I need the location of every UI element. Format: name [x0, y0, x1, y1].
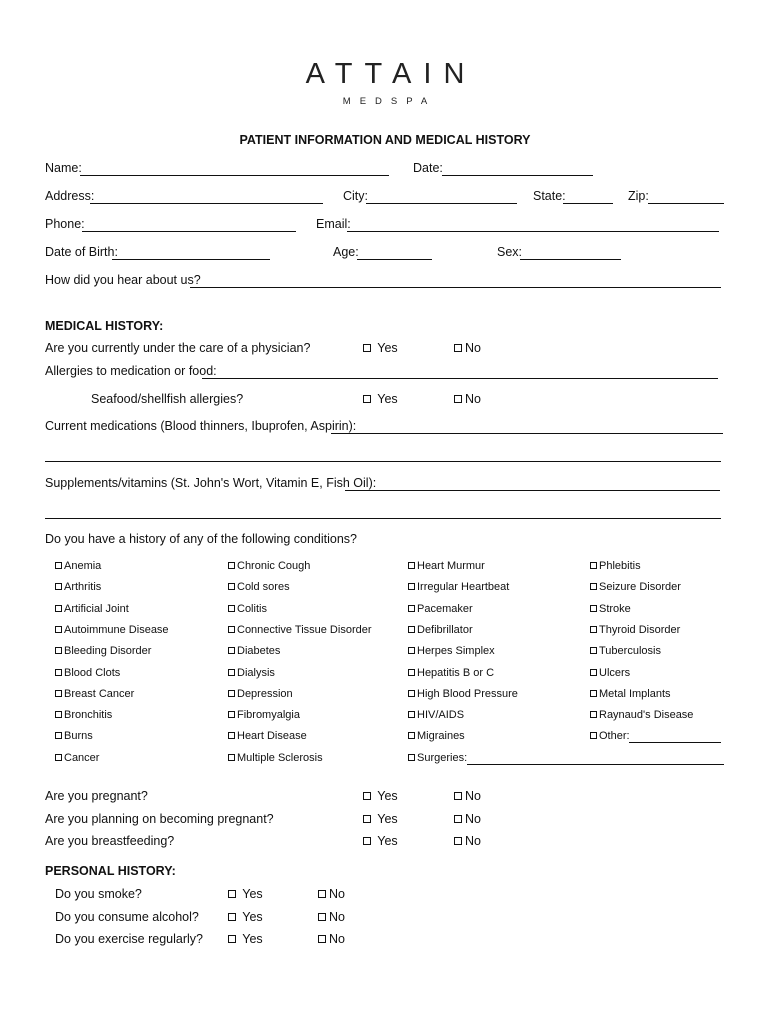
checkbox-icon [55, 711, 62, 718]
address-label: Address: [45, 189, 95, 203]
condition-label: Raynaud's Disease [599, 709, 694, 721]
checkbox-icon [55, 583, 62, 590]
condition-label: Cancer [64, 752, 100, 764]
option-label: Yes [377, 812, 398, 826]
medications-field[interactable] [331, 433, 723, 434]
checkbox-icon [318, 935, 326, 943]
surgeries-field[interactable] [467, 764, 724, 765]
checkbox-icon [228, 626, 235, 633]
condition-label: Fibromyalgia [237, 709, 300, 721]
checkbox-icon [55, 669, 62, 676]
name-field[interactable] [80, 175, 389, 176]
checkbox-icon [363, 395, 371, 403]
option-label: Yes [242, 932, 263, 946]
condition-label: Anemia [64, 560, 102, 572]
checkbox-icon [408, 690, 415, 697]
supplements-field[interactable] [345, 490, 720, 491]
checkbox-icon [454, 344, 462, 352]
condition-label: HIV/AIDS [417, 709, 465, 721]
referral-label: How did you hear about us? [45, 273, 201, 287]
phone-label: Phone: [45, 217, 85, 231]
condition-label: Tuberculosis [599, 645, 661, 657]
alcohol-yes-option[interactable] [228, 910, 263, 924]
option-label: Yes [242, 887, 263, 901]
physician-question: Are you currently under the care of a physician? [45, 341, 311, 355]
seafood-question: Seafood/shellfish allergies? [91, 392, 244, 406]
condition-label: Stroke [599, 603, 631, 615]
option-label: No [465, 812, 481, 826]
referral-field[interactable] [190, 287, 721, 288]
sex-field[interactable] [520, 259, 621, 260]
condition-herpes-simplex[interactable] [408, 645, 495, 657]
checkbox-icon [408, 711, 415, 718]
condition-fibromyalgia[interactable] [228, 709, 300, 721]
condition-label: High Blood Pressure [417, 688, 518, 700]
date-label: Date: [413, 161, 443, 175]
checkbox-icon [408, 605, 415, 612]
medications-field-line-2[interactable] [45, 461, 721, 462]
breastfeeding-question: Are you breastfeeding? [45, 834, 175, 848]
condition-label: Irregular Heartbeat [417, 581, 510, 593]
pregnant-question: Are you pregnant? [45, 789, 148, 803]
checkbox-icon [454, 792, 462, 800]
checkbox-icon [318, 890, 326, 898]
option-label: No [329, 910, 345, 924]
medical-history-heading: MEDICAL HISTORY: [45, 319, 164, 333]
smoke-question: Do you smoke? [55, 887, 142, 901]
option-label: No [329, 932, 345, 946]
condition-tuberculosis[interactable] [590, 645, 661, 657]
state-field[interactable] [563, 203, 613, 204]
checkbox-icon [590, 626, 597, 633]
checkbox-icon [228, 562, 235, 569]
condition-label: Bleeding Disorder [64, 645, 152, 657]
supplements-field-line-2[interactable] [45, 518, 721, 519]
checkbox-icon [55, 732, 62, 739]
condition-anemia[interactable] [55, 560, 101, 572]
age-field[interactable] [357, 259, 432, 260]
breastfeeding-no-option[interactable] [454, 834, 481, 848]
email-field[interactable] [347, 231, 719, 232]
condition-label: Breast Cancer [64, 688, 135, 700]
condition-cancer[interactable] [55, 752, 99, 764]
checkbox-icon [408, 669, 415, 676]
checkbox-icon [228, 732, 235, 739]
condition-hepatitis-b-or-c[interactable] [408, 667, 494, 679]
option-label: Yes [377, 392, 398, 406]
condition-label: Burns [64, 730, 93, 742]
checkbox-icon [228, 669, 235, 676]
condition-label: Chronic Cough [237, 560, 311, 572]
option-label: Yes [377, 341, 398, 355]
zip-field[interactable] [648, 203, 724, 204]
option-label: Yes [377, 834, 398, 848]
condition-label: Colitis [237, 603, 267, 615]
checkbox-icon [590, 690, 597, 697]
condition-cold-sores[interactable] [228, 581, 290, 593]
condition-label: Ulcers [599, 667, 631, 679]
dob-label: Date of Birth: [45, 245, 118, 259]
checkbox-icon [55, 562, 62, 569]
condition-label: Herpes Simplex [417, 645, 495, 657]
condition-high-blood-pressure[interactable] [408, 688, 518, 700]
checkbox-icon [590, 711, 597, 718]
condition-bleeding-disorder[interactable] [55, 645, 151, 657]
other-field[interactable] [629, 742, 721, 743]
option-label: No [329, 887, 345, 901]
option-label: Yes [377, 789, 398, 803]
condition-colitis[interactable] [228, 603, 267, 615]
smoke-no-option[interactable] [318, 887, 345, 901]
zip-label: Zip: [628, 189, 649, 203]
condition-breast-cancer[interactable] [55, 688, 134, 700]
condition-raynaud-s-disease[interactable] [590, 709, 693, 721]
exercise-no-option[interactable] [318, 932, 345, 946]
condition-label: Multiple Sclerosis [237, 752, 323, 764]
checkbox-icon [590, 583, 597, 590]
seafood-yes-option[interactable] [363, 392, 398, 406]
option-label: No [465, 341, 481, 355]
condition-heart-disease[interactable] [228, 730, 307, 742]
condition-label: Depression [237, 688, 293, 700]
checkbox-icon [228, 647, 235, 654]
physician-no-option[interactable] [454, 341, 481, 355]
condition-depression[interactable] [228, 688, 293, 700]
brand-logo-subtitle: MEDSPA [342, 96, 437, 107]
option-label: Yes [242, 910, 263, 924]
checkbox-icon [590, 732, 597, 739]
condition-label: Seizure Disorder [599, 581, 681, 593]
planning-question: Are you planning on becoming pregnant? [45, 812, 274, 826]
condition-defibrillator[interactable] [408, 624, 473, 636]
smoke-yes-option[interactable] [228, 887, 263, 901]
condition-label: Artificial Joint [64, 603, 129, 615]
condition-multiple-sclerosis[interactable] [228, 752, 323, 764]
condition-chronic-cough[interactable] [228, 560, 310, 572]
checkbox-icon [363, 792, 371, 800]
name-label: Name: [45, 161, 82, 175]
condition-artificial-joint[interactable] [55, 603, 129, 615]
condition-label: Cold sores [237, 581, 290, 593]
condition-label: Thyroid Disorder [599, 624, 681, 636]
checkbox-icon [228, 583, 235, 590]
condition-other[interactable] [590, 730, 630, 742]
seafood-no-option[interactable] [454, 392, 481, 406]
condition-arthritis[interactable] [55, 581, 101, 593]
condition-dialysis[interactable] [228, 667, 275, 679]
condition-seizure-disorder[interactable] [590, 581, 681, 593]
checkbox-icon [318, 913, 326, 921]
condition-label: Dialysis [237, 667, 275, 679]
pregnant-no-option[interactable] [454, 789, 481, 803]
checkbox-icon [55, 690, 62, 697]
option-label: No [465, 834, 481, 848]
checkbox-icon [363, 344, 371, 352]
condition-label: Diabetes [237, 645, 281, 657]
condition-autoimmune-disease[interactable] [55, 624, 169, 636]
checkbox-icon [408, 562, 415, 569]
checkbox-icon [55, 605, 62, 612]
condition-stroke[interactable] [590, 603, 631, 615]
planning-yes-option[interactable] [363, 812, 398, 826]
checkbox-icon [55, 754, 62, 761]
pregnant-yes-option[interactable] [363, 789, 398, 803]
condition-thyroid-disorder[interactable] [590, 624, 680, 636]
state-label: State: [533, 189, 566, 203]
condition-irregular-heartbeat[interactable] [408, 581, 509, 593]
checkbox-icon [55, 647, 62, 654]
condition-label: Connective Tissue Disorder [237, 624, 372, 636]
condition-label: Arthritis [64, 581, 102, 593]
checkbox-icon [228, 711, 235, 718]
city-field[interactable] [366, 203, 517, 204]
condition-phlebitis[interactable] [590, 560, 641, 572]
alcohol-no-option[interactable] [318, 910, 345, 924]
sex-label: Sex: [497, 245, 523, 259]
supplements-label: Supplements/vitamins (St. John's Wort, Vitamin E, Fish Oil): [45, 476, 377, 490]
dob-field[interactable] [112, 259, 270, 260]
condition-label: Heart Disease [237, 730, 307, 742]
condition-label: Metal Implants [599, 688, 671, 700]
checkbox-icon [228, 690, 235, 697]
checkbox-icon [454, 815, 462, 823]
brand-logo: ATTAIN [305, 58, 477, 90]
condition-label: Migraines [417, 730, 465, 742]
planning-no-option[interactable] [454, 812, 481, 826]
conditions-question: Do you have a history of any of the following conditions? [45, 532, 357, 546]
condition-label: Autoimmune Disease [64, 624, 169, 636]
condition-blood-clots[interactable] [55, 667, 120, 679]
checkbox-icon [228, 913, 236, 921]
checkbox-icon [228, 935, 236, 943]
checkbox-icon [590, 605, 597, 612]
condition-label: Surgeries: [417, 752, 468, 764]
option-label: No [465, 789, 481, 803]
exercise-question: Do you exercise regularly? [55, 932, 203, 946]
alcohol-question: Do you consume alcohol? [55, 910, 199, 924]
condition-label: Pacemaker [417, 603, 473, 615]
city-label: City: [343, 189, 368, 203]
condition-ulcers[interactable] [590, 667, 630, 679]
checkbox-icon [408, 626, 415, 633]
condition-burns[interactable] [55, 730, 93, 742]
email-label: Email: [316, 217, 351, 231]
medications-label: Current medications (Blood thinners, Ibuprofen, Aspirin): [45, 419, 357, 433]
allergies-label: Allergies to medication or food: [45, 364, 217, 378]
condition-surgeries[interactable] [408, 752, 467, 764]
checkbox-icon [228, 890, 236, 898]
age-label: Age: [333, 245, 359, 259]
condition-pacemaker[interactable] [408, 603, 473, 615]
personal-history-heading: PERSONAL HISTORY: [45, 864, 176, 878]
checkbox-icon [590, 647, 597, 654]
checkbox-icon [363, 837, 371, 845]
breastfeeding-yes-option[interactable] [363, 834, 398, 848]
condition-label: Blood Clots [64, 667, 121, 679]
phone-field[interactable] [82, 231, 296, 232]
checkbox-icon [55, 626, 62, 633]
condition-label: Bronchitis [64, 709, 113, 721]
condition-migraines[interactable] [408, 730, 465, 742]
condition-label: Phlebitis [599, 560, 641, 572]
option-label: No [465, 392, 481, 406]
form-title: PATIENT INFORMATION AND MEDICAL HISTORY [239, 133, 531, 147]
date-field[interactable] [442, 175, 593, 176]
condition-label: Heart Murmur [417, 560, 485, 572]
condition-heart-murmur[interactable] [408, 560, 485, 572]
checkbox-icon [590, 669, 597, 676]
checkbox-icon [363, 815, 371, 823]
address-field[interactable] [90, 203, 323, 204]
checkbox-icon [228, 754, 235, 761]
condition-label: Hepatitis B or C [417, 667, 495, 679]
condition-connective-tissue-disorder[interactable] [228, 624, 372, 636]
checkbox-icon [590, 562, 597, 569]
checkbox-icon [408, 732, 415, 739]
condition-diabetes[interactable] [228, 645, 280, 657]
checkbox-icon [408, 583, 415, 590]
checkbox-icon [228, 605, 235, 612]
condition-bronchitis[interactable] [55, 709, 112, 721]
condition-label: Defibrillator [417, 624, 473, 636]
checkbox-icon [454, 395, 462, 403]
checkbox-icon [408, 754, 415, 761]
allergies-field[interactable] [202, 378, 718, 379]
condition-label: Other: [599, 730, 630, 742]
physician-yes-option[interactable] [363, 341, 398, 355]
condition-hiv-aids[interactable] [408, 709, 464, 721]
condition-metal-implants[interactable] [590, 688, 671, 700]
checkbox-icon [408, 647, 415, 654]
checkbox-icon [454, 837, 462, 845]
exercise-yes-option[interactable] [228, 932, 263, 946]
